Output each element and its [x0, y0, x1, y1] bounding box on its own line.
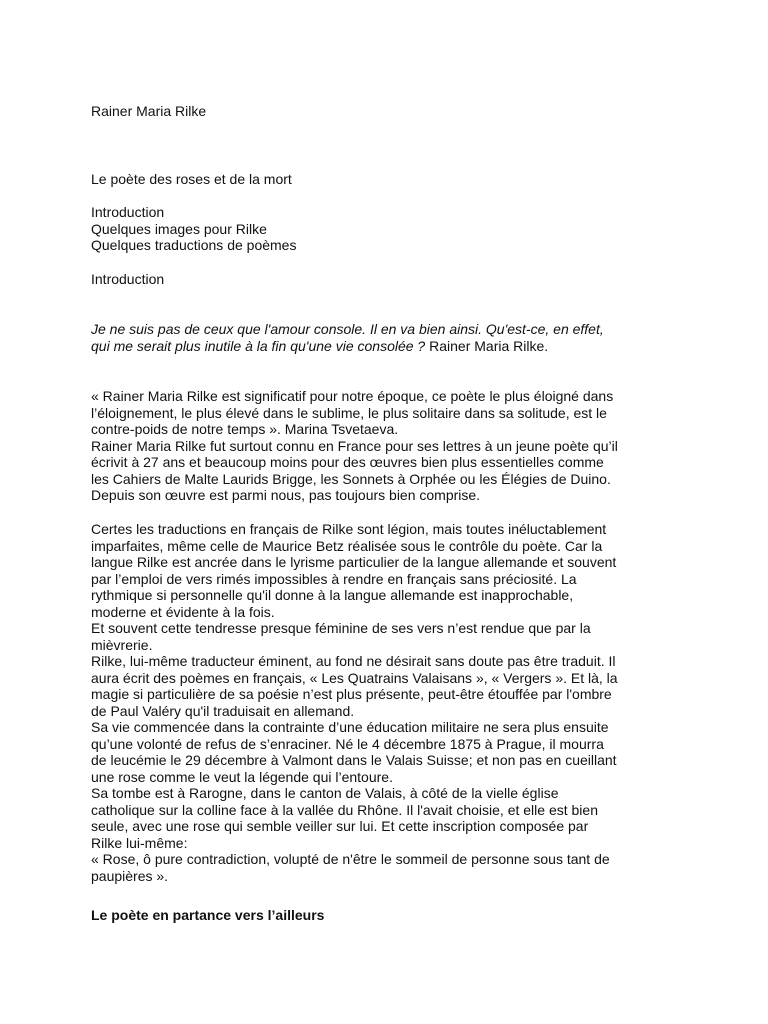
- body-line: Et souvent cette tendresse presque féminine de ses vers n’est rendue que par la: [91, 620, 591, 636]
- epigraph-quote: qui me serait plus inutile à la fin qu'une vie consolée ?: [91, 338, 426, 354]
- body-line: de leucémie le 29 décembre à Valmont dans le Valais Suisse; et non pas en cueillant: [91, 752, 617, 768]
- body-line: moderne et évidente à la fois.: [91, 603, 275, 620]
- section-heading: Introduction: [91, 271, 165, 287]
- body-line: Rilke, lui-même traducteur éminent, au fond ne désirait sans doute pas être traduit. Il: [91, 653, 616, 669]
- body-line: qu’une volonté de refus de s’enraciner. Né le 4 décembre 1875 à Prague, il mourra: [91, 735, 604, 752]
- body-line: Certes les traductions en français de Rilke sont légion, mais toutes inéluctablement: [91, 521, 607, 537]
- body-line: « Rainer Maria Rilke est significatif pour notre époque, ce poète le plus éloigné dans: [91, 388, 614, 404]
- epigraph-line-2: [91, 338, 548, 355]
- document-subtitle: Le poète des roses et de la mort: [91, 171, 292, 187]
- body-line: aura écrit des poèmes en français, « Les Quatrains Valaisans », « Vergers ». Et là, la: [91, 669, 618, 686]
- body-line: mièvrerie.: [91, 636, 153, 653]
- document-title: Rainer Maria Rilke: [91, 103, 207, 119]
- body-line: Sa vie commencée dans la contrainte d’une éducation militaire ne sera plus ensuite: [91, 719, 609, 735]
- body-line: par l’emploi de vers rimés impossibles à rendre en français sans préciosité. La: [91, 570, 577, 587]
- body-line: les Cahiers de Malte Laurids Brigge, les Sonnets à Orphée ou les Élégies de Duino.: [91, 470, 611, 487]
- body-line: contre-poids de notre temps ». Marina Tsvetaeva.: [91, 421, 399, 437]
- body-line: Depuis son œuvre est parmi nous, pas toujours bien comprise.: [91, 487, 481, 503]
- epigraph-line-1: Je ne suis pas de ceux que l'amour console. Il en va bien ainsi. Qu'est-ce, en effet,: [91, 321, 604, 337]
- body-line: l’éloignement, le plus élevé dans le sublime, le plus solitaire dans sa solitude, est le: [91, 404, 607, 421]
- epigraph-author: Rainer Maria Rilke.: [425, 338, 549, 354]
- body-line: paupières ».: [91, 867, 169, 884]
- body-line: Rilke lui-même:: [91, 834, 188, 851]
- body-line: une rose comme le veut la légende qui l’entoure.: [91, 768, 393, 785]
- body-line: écrivit à 27 ans et beaucoup moins pour des œuvres bien plus essentielles comme: [91, 454, 604, 470]
- body-line: Sa tombe est à Rarogne, dans le canton de Valais, à côté de la vielle église: [91, 785, 559, 801]
- body-line: langue Rilke est ancrée dans le lyrisme particulier de la langue allemande et souvent: [91, 554, 617, 570]
- body-line: « Rose, ô pure contradiction, volupté de n'être le sommeil de personne sous tant de: [91, 851, 610, 867]
- body-line: magie si particulière de sa poésie n’est plus présente, peut-être étouffée par l'ombre: [91, 686, 612, 702]
- closing-heading: Le poète en partance vers l’ailleurs: [91, 907, 325, 923]
- body-line: seule, avec une rose qui semble veiller sur lui. Et cette inscription composée par: [91, 818, 589, 834]
- toc-item-images: Quelques images pour Rilke: [91, 220, 267, 237]
- body-line: rythmique si personnelle qu'il donne à la langue allemande est inapprochable,: [91, 587, 574, 603]
- body-line: imparfaites, même celle de Maurice Betz réalisée sous le contrôle du poète. Car la: [91, 537, 603, 554]
- toc-item-traductions: Quelques traductions de poèmes: [91, 237, 297, 253]
- body-line: catholique sur la colline face à la vallée du Rhône. Il l'avait choisie, et elle est bien: [91, 801, 598, 818]
- toc-item-introduction: Introduction: [91, 204, 165, 220]
- body-line: de Paul Valéry qu'il traduisait en allemand.: [91, 702, 355, 719]
- body-line: Rainer Maria Rilke fut surtout connu en France pour ses lettres à un jeune poète qu’il: [91, 437, 618, 454]
